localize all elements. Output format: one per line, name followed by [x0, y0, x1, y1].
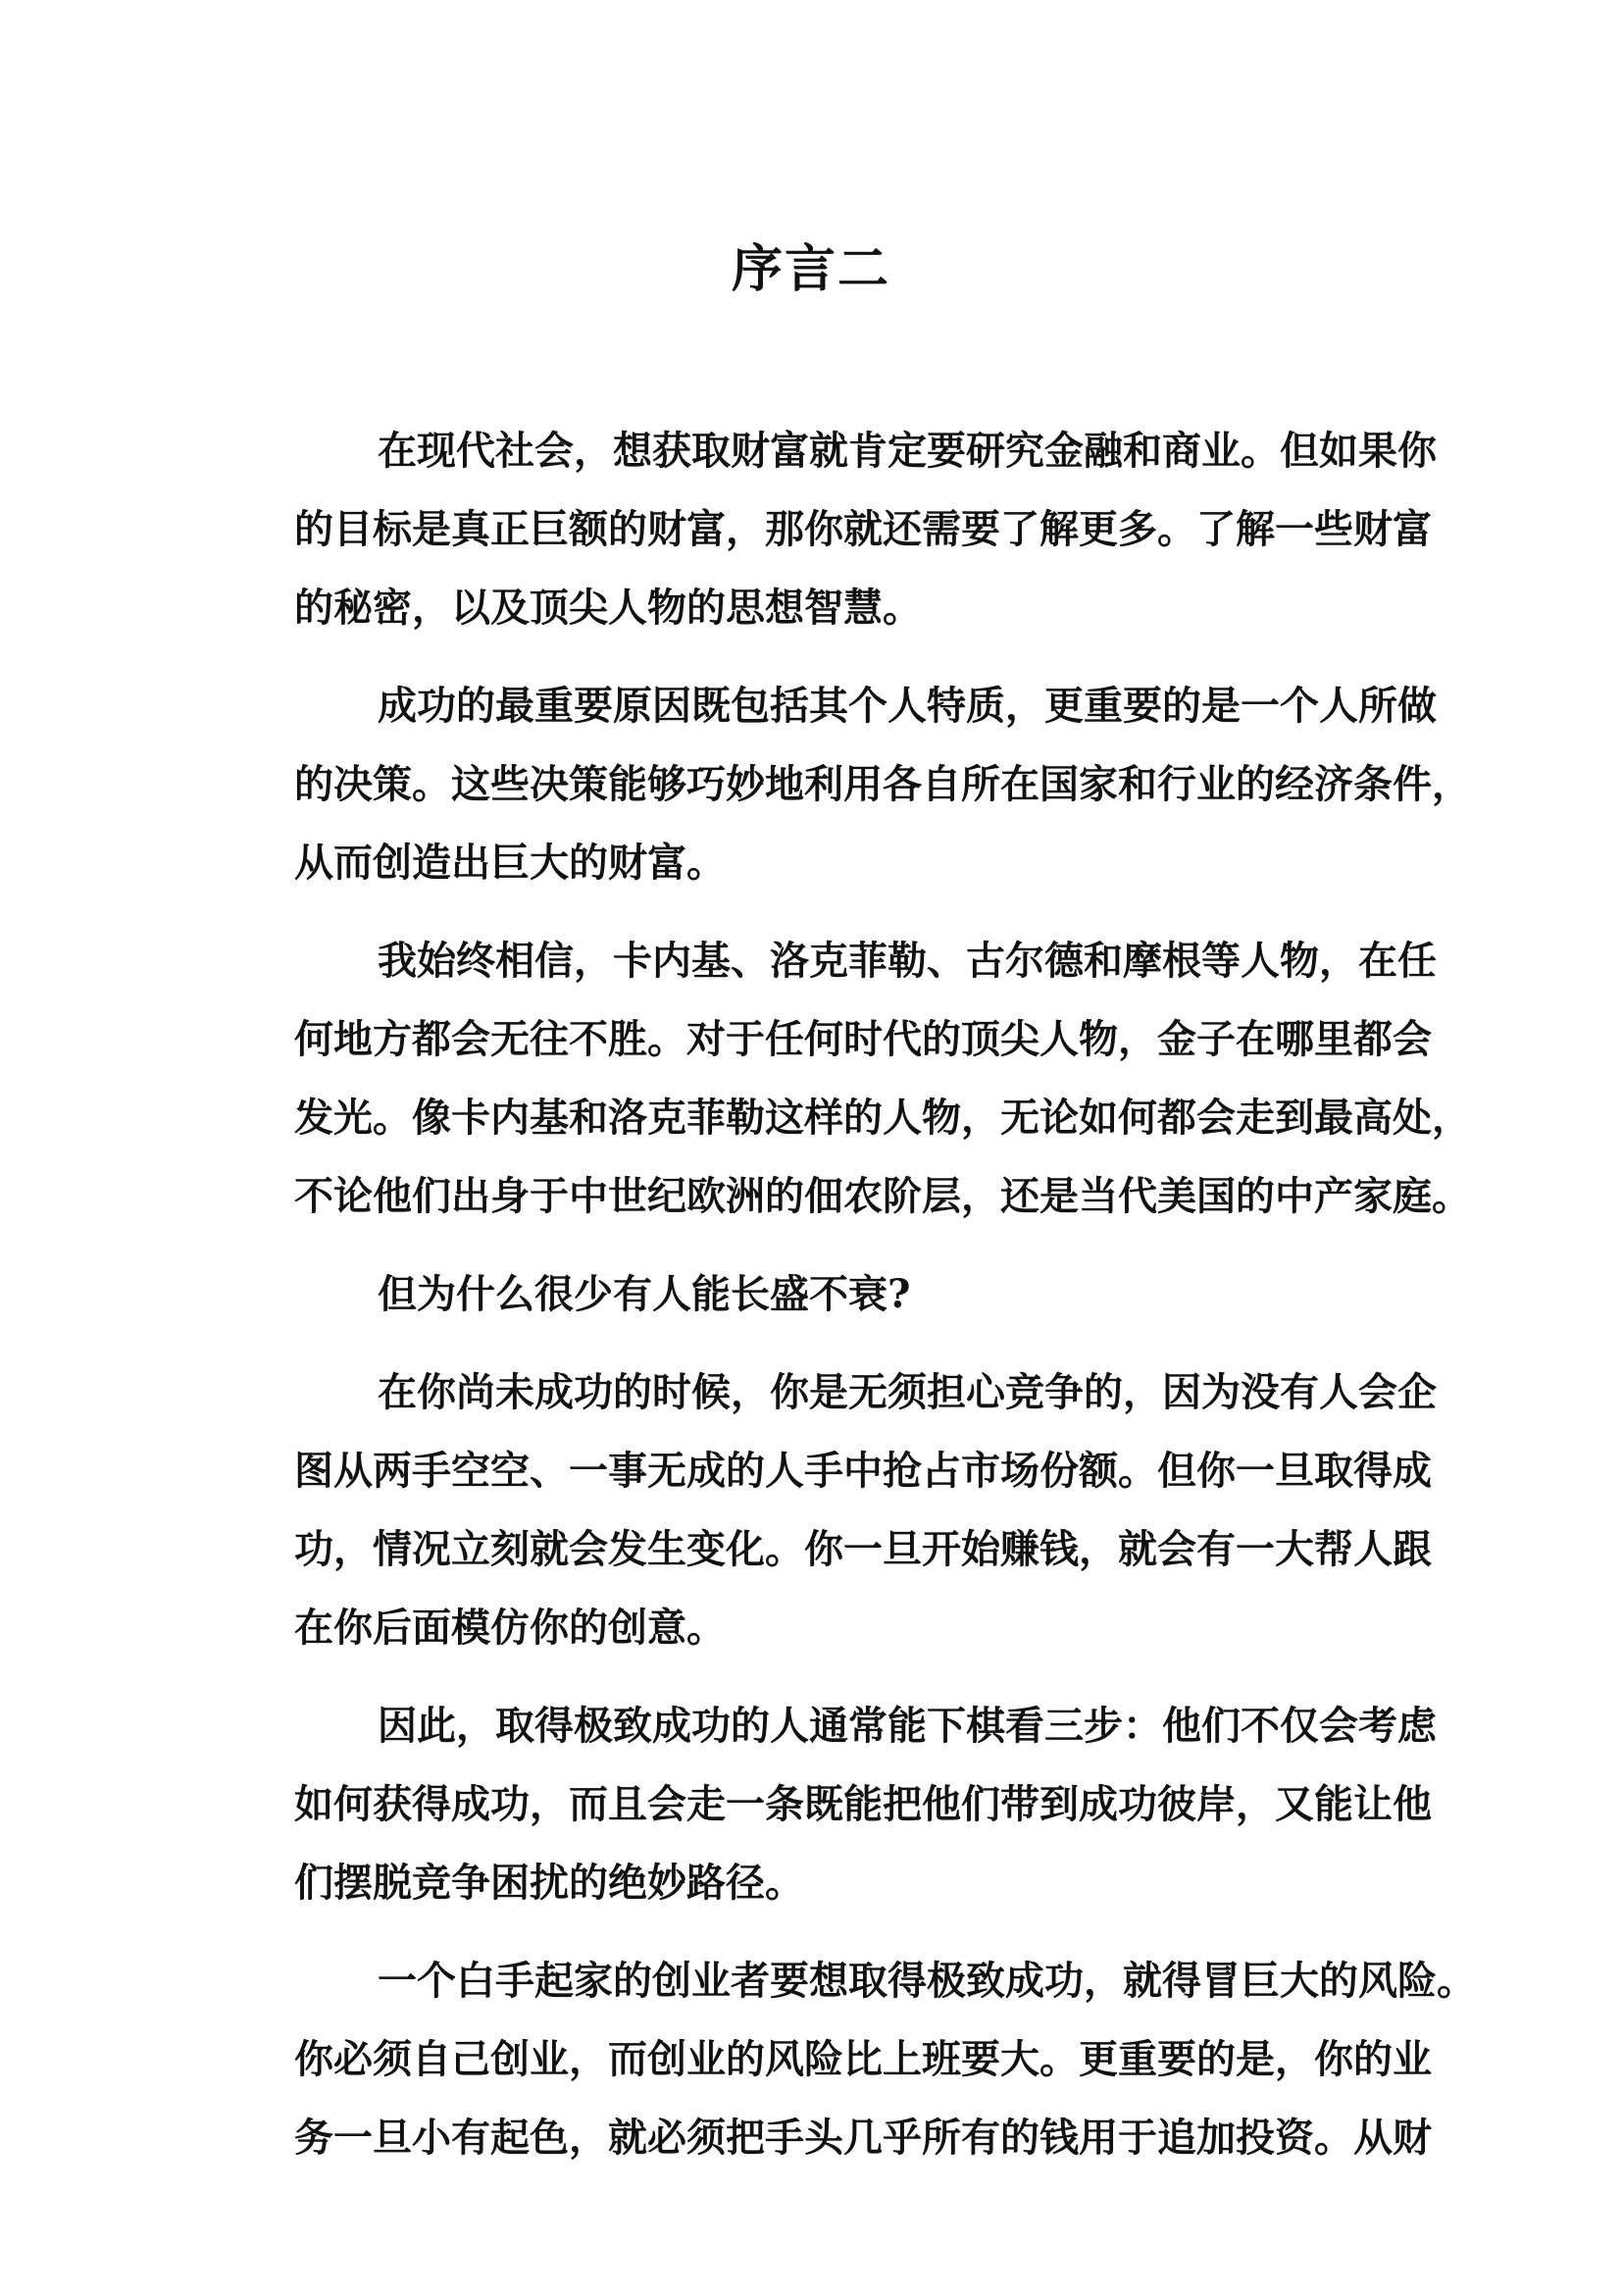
text-line: 功，情况立刻就会发生变化。你一旦开始赚钱，就会有一大帮人跟 [294, 1526, 1432, 1572]
paragraph [294, 1353, 1569, 1667]
body-text [294, 412, 1569, 2207]
paragraph [294, 1687, 1569, 1922]
text-line: 的决策。这些决策能够巧妙地利用各自所在国家和行业的经济条件， [294, 761, 1471, 807]
paragraph [294, 922, 1569, 1236]
text-line: 如何获得成功，而且会走一条既能把他们带到成功彼岸，又能让他 [294, 1781, 1432, 1827]
paragraph [294, 1255, 1569, 1334]
text-line: 在你尚未成功的时候，你是无须担心竞争的，因为没有人会企 [378, 1369, 1437, 1415]
text-line: 图从两手空空、一事无成的人手中抢占市场份额。但你一旦取得成 [294, 1448, 1432, 1494]
text-line: 在你后面模仿你的创意。 [294, 1605, 726, 1651]
text-line: 成功的最重要原因既包括其个人特质，更重要的是一个人所做 [378, 683, 1437, 729]
text-line: 的秘密，以及顶尖人物的思想智慧。 [294, 585, 922, 631]
text-line: 一个白手起家的创业者要想取得极致成功，就得冒巨大的风险。 [378, 1958, 1476, 2004]
text-line: 务一旦小有起色，就必须把手头几乎所有的钱用于追加投资。从财 [294, 2115, 1432, 2161]
text-line: 的目标是真正巨额的财富，那你就还需要了解更多。了解一些财富 [294, 506, 1432, 552]
text-line: 你必须自己创业，而创业的风险比上班要大。更重要的是，你的业 [294, 2036, 1432, 2082]
text-line: 因此，取得极致成功的人通常能下棋看三步：他们不仅会考虑 [378, 1703, 1437, 1749]
paragraph [294, 667, 1569, 902]
paragraph [294, 1942, 1569, 2177]
text-line: 发光。像卡内基和洛克菲勒这样的人物，无论如何都会走到最高处， [294, 1095, 1471, 1141]
text-line: 在现代社会，想获取财富就肯定要研究金融和商业。但如果你 [378, 428, 1437, 474]
text-line: 何地方都会无往不胜。对于任何时代的顶尖人物，金子在哪里都会 [294, 1016, 1432, 1062]
page-title: 序言二 [731, 239, 890, 299]
text-line: 但为什么很少有人能长盛不衰? [378, 1271, 911, 1317]
text-line: 从而创造出巨大的财富。 [294, 840, 726, 886]
text-line: 我始终相信，卡内基、洛克菲勒、古尔德和摩根等人物，在任 [378, 938, 1437, 984]
text-line: 们摆脱竞争困扰的绝妙路径。 [294, 1860, 804, 1906]
paragraph [294, 412, 1569, 647]
text-line: 不论他们出身于中世纪欧洲的佃农阶层，还是当代美国的中产家庭。 [294, 1173, 1471, 1219]
